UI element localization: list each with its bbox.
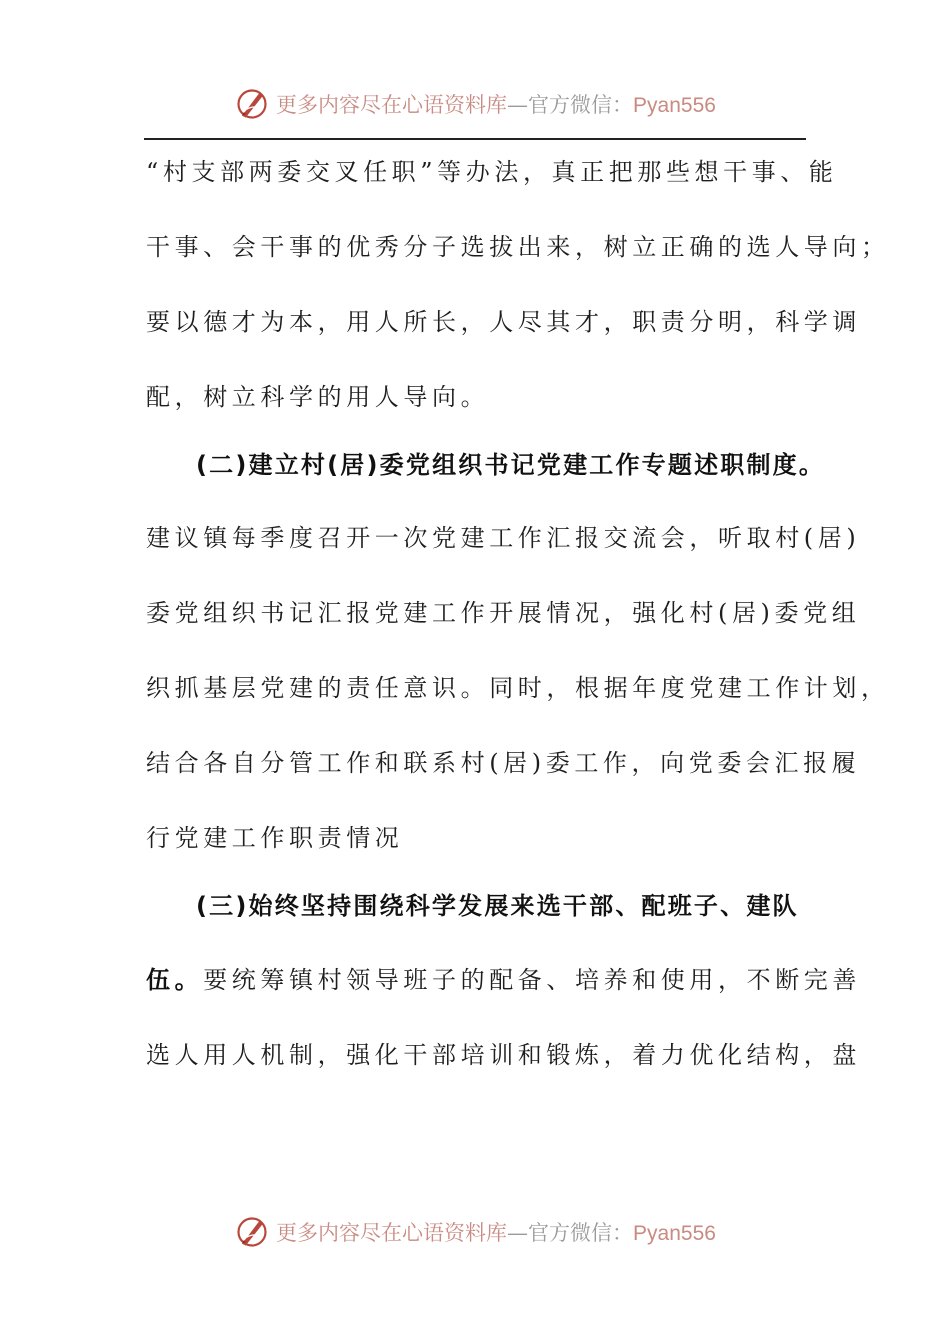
body-line-3: 要以德才为本，用人所长，人尽其才，职责分明，科学调 [146, 308, 861, 336]
header-banner-text [276, 89, 716, 119]
body-line-7: 织抓基层党建的责任意识。同时，根据年度党建工作计划， [146, 674, 890, 702]
footer-dash: — [507, 1221, 529, 1245]
footer-brand: 更多内容尽在心语资料库 [276, 1221, 508, 1245]
pen-logo-icon [234, 86, 270, 122]
section-heading-2: (二)建立村(居)委党组织书记党建工作专题述职制度。 [196, 451, 826, 479]
footer-banner [0, 1212, 950, 1252]
header-dash: — [507, 93, 529, 117]
body-line-10 [146, 963, 862, 997]
header-official-label: 官方微信： [528, 93, 634, 117]
body-line-5: 建议镇每季度召开一次党建工作汇报交流会，听取村(居) [146, 524, 861, 552]
section-heading-3-end: 伍。 [146, 966, 204, 994]
footer-wechat-id: Pyan556 [633, 1222, 716, 1245]
body-line-11: 选人用人机制，强化干部培训和锻炼，着力优化结构，盘 [146, 1041, 861, 1069]
body-line-4: 配，树立科学的用人导向。 [146, 383, 490, 411]
header-divider [144, 138, 806, 140]
pen-logo-icon [234, 1214, 270, 1250]
body-line-1: “村支部两委交叉任职”等办法，真正把那些想干事、能 [146, 158, 838, 186]
body-line-8: 结合各自分管工作和联系村(居)委工作，向党委会汇报履 [146, 749, 861, 777]
section-heading-3: (三)始终坚持围绕科学发展来选干部、配班子、建队 [196, 892, 799, 920]
body-line-9: 行党建工作职责情况 [146, 824, 404, 852]
body-line-10-text: 要统筹镇村领导班子的配备、培养和使用，不断完善 [203, 966, 862, 994]
header-brand: 更多内容尽在心语资料库 [276, 93, 508, 117]
header-wechat-id: Pyan556 [633, 94, 716, 117]
footer-official-label: 官方微信： [528, 1221, 634, 1245]
footer-banner-text [276, 1217, 716, 1247]
header-banner [0, 84, 950, 124]
body-line-6: 委党组织书记汇报党建工作开展情况，强化村(居)委党组 [146, 599, 861, 627]
body-line-2: 干事、会干事的优秀分子选拔出来，树立正确的选人导向； [146, 233, 890, 261]
